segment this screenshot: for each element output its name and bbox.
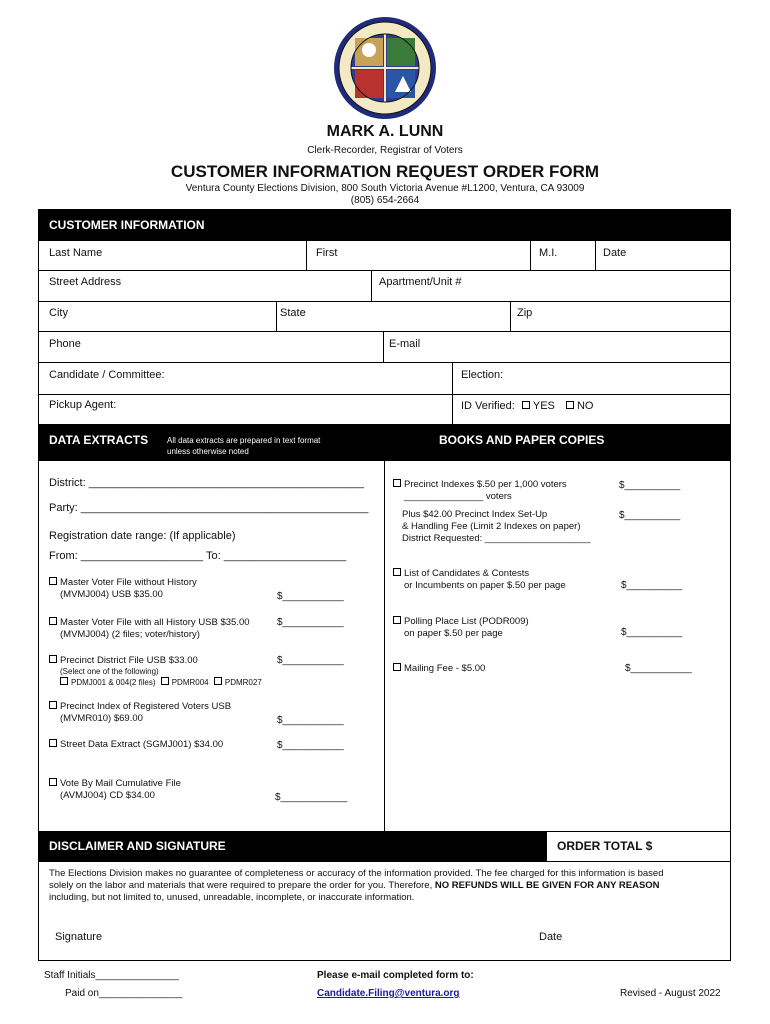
staff-initials-field[interactable]: Staff Initials_______________ xyxy=(44,970,179,981)
extracts-header-bar xyxy=(39,425,730,461)
checkbox-icon xyxy=(49,701,57,709)
precinct-setup-amount[interactable]: $__________ xyxy=(619,510,681,521)
polling-place-list-item[interactable]: Polling Place List (PODR009) xyxy=(393,616,529,627)
order-total-field[interactable]: ORDER TOTAL $ xyxy=(557,839,653,853)
polling-place-list-amount[interactable]: $__________ xyxy=(621,627,683,638)
checkbox-icon xyxy=(49,778,57,786)
precinct-district-amount[interactable]: $___________ xyxy=(277,655,344,666)
precinct-index-registered-code: (MVMR010) $69.00 xyxy=(60,713,143,724)
books-paper-title: BOOKS AND PAPER COPIES xyxy=(439,433,605,447)
master-voter-no-history-code: (MVMJ004) USB $35.00 xyxy=(60,589,163,600)
precinct-setup-fee: Plus $42.00 Precinct Index Set-Up xyxy=(402,509,548,520)
option-pdmj001[interactable]: PDMJ001 & 004(2 files) xyxy=(60,678,155,687)
checkbox-icon xyxy=(522,401,530,409)
disclaimer-header: DISCLAIMER AND SIGNATURE xyxy=(39,831,546,861)
date-field[interactable]: Date xyxy=(603,247,627,259)
precinct-district-file[interactable]: Precinct District File USB $33.00 xyxy=(49,655,198,666)
polling-place-list-price: on paper $.50 per page xyxy=(404,628,503,639)
district-field[interactable]: District: _____________________________________________ xyxy=(49,477,365,489)
candidates-contests-amount[interactable]: $__________ xyxy=(621,580,683,591)
master-voter-with-history-code: (MVMJ004) (2 files; voter/history) xyxy=(60,629,200,640)
zip-field[interactable]: Zip xyxy=(517,307,533,319)
checkbox-icon xyxy=(393,479,401,487)
master-voter-no-history-amount[interactable]: $___________ xyxy=(277,591,344,602)
id-verified-label: ID Verified: YES NO xyxy=(461,400,594,412)
candidates-contests-price: or Incumbents on paper $.50 per page xyxy=(404,580,566,591)
checkbox-icon xyxy=(566,401,574,409)
master-voter-no-history[interactable]: Master Voter File without History xyxy=(49,577,197,588)
from-to-field[interactable]: From: ____________________ To: ____________________ xyxy=(49,550,347,562)
registration-range-label: Registration date range: (If applicable) xyxy=(49,530,236,542)
checkbox-icon xyxy=(393,568,401,576)
precinct-indexes-voters-field[interactable]: _______________ voters xyxy=(404,491,512,502)
precinct-district-select-note: (Select one of the following) xyxy=(60,667,159,676)
checkbox-icon xyxy=(214,677,222,685)
party-field[interactable]: Party: _______________________________________________ xyxy=(49,502,369,514)
precinct-index-registered[interactable]: Precinct Index of Registered Voters USB xyxy=(49,701,231,712)
mailing-fee-item[interactable]: Mailing Fee - $5.00 xyxy=(393,663,485,674)
precinct-district-options xyxy=(60,677,262,687)
vote-by-mail-file[interactable]: Vote By Mail Cumulative File xyxy=(49,778,181,789)
precinct-indexes-amount[interactable]: $__________ xyxy=(619,480,681,491)
disclaimer-text: The Elections Division makes no guarantee of completeness or accuracy of the information provided. The fee charged for this information is based solely on the labor and materials that were required to prepare the order for you. Therefore, NO REFUNDS WILL BE GIVEN FOR ANY REASON including, but not limited to, unused, unreadable, incomplete, or inaccurate information. xyxy=(49,868,664,903)
office-address: Ventura County Elections Division, 800 South Victoria Avenue #L1200, Ventura, CA 93009 xyxy=(185,183,585,194)
vote-by-mail-amount[interactable]: $____________ xyxy=(275,792,348,803)
district-requested-field[interactable]: District Requested: ____________________ xyxy=(402,533,591,544)
revised-date: Revised - August 2022 xyxy=(620,988,721,999)
extracts-note-1: All data extracts are prepared in text format xyxy=(167,436,321,445)
checkbox-icon xyxy=(60,677,68,685)
checkbox-icon xyxy=(393,616,401,624)
id-verified-yes[interactable]: YES xyxy=(522,400,555,412)
clerk-name: MARK A. LUNN xyxy=(326,123,444,140)
email-link[interactable]: Candidate.Filing@ventura.org xyxy=(317,988,460,999)
precinct-indexes-item[interactable]: Precinct Indexes $.50 per 1,000 voters xyxy=(393,479,567,490)
paid-on-field[interactable]: Paid on_______________ xyxy=(65,988,183,999)
pickup-agent-field[interactable]: Pickup Agent: xyxy=(49,399,117,411)
phone-field[interactable]: Phone xyxy=(49,338,81,350)
signature-date-field[interactable]: Date xyxy=(539,931,563,943)
master-voter-with-history[interactable]: Master Voter File with all History USB $35.00 xyxy=(49,617,250,628)
city-field[interactable]: City xyxy=(49,307,68,319)
election-field[interactable]: Election: xyxy=(461,369,504,381)
vote-by-mail-file-code: (AVMJ004) CD $34.00 xyxy=(60,790,155,801)
last-name-field[interactable]: Last Name xyxy=(49,247,103,259)
street-data-extract[interactable]: Street Data Extract (SGMJ001) $34.00 xyxy=(49,739,223,750)
precinct-index-registered-amount[interactable]: $___________ xyxy=(277,715,344,726)
checkbox-icon xyxy=(49,739,57,747)
middle-initial-field[interactable]: M.I. xyxy=(539,247,558,259)
candidate-committee-field[interactable]: Candidate / Committee: xyxy=(49,369,165,381)
apartment-field[interactable]: Apartment/Unit # xyxy=(379,276,462,288)
email-field[interactable]: E-mail xyxy=(389,338,421,350)
signature-field[interactable]: Signature xyxy=(55,931,103,943)
county-seal-logo xyxy=(333,16,437,120)
option-pdmr004[interactable]: PDMR004 xyxy=(161,678,209,687)
data-extracts-title: DATA EXTRACTS xyxy=(49,433,149,447)
option-pdmr027[interactable]: PDMR027 xyxy=(214,678,262,687)
email-prompt: Please e-mail completed form to: xyxy=(317,970,474,981)
master-voter-with-history-amount[interactable]: $___________ xyxy=(277,617,344,628)
candidates-contests-item[interactable]: List of Candidates & Contests xyxy=(393,568,529,579)
street-data-extract-amount[interactable]: $___________ xyxy=(277,740,344,751)
checkbox-icon xyxy=(49,655,57,663)
checkbox-icon xyxy=(393,663,401,671)
id-verified-no[interactable]: NO xyxy=(566,400,594,412)
precinct-setup-fee-limit: & Handling Fee (Limit 2 Indexes on paper) xyxy=(402,521,581,532)
state-field[interactable]: State xyxy=(280,307,306,319)
checkbox-icon xyxy=(49,577,57,585)
street-address-field[interactable]: Street Address xyxy=(49,276,122,288)
first-name-field[interactable]: First xyxy=(316,247,338,259)
order-form xyxy=(38,209,731,961)
clerk-subtitle: Clerk-Recorder, Registrar of Voters xyxy=(307,145,463,156)
checkbox-icon xyxy=(49,617,57,625)
customer-info-header: CUSTOMER INFORMATION xyxy=(39,210,730,241)
office-phone: (805) 654-2664 xyxy=(350,195,420,206)
mailing-fee-amount[interactable]: $___________ xyxy=(625,663,692,674)
form-title: CUSTOMER INFORMATION REQUEST ORDER FORM xyxy=(170,162,600,181)
extracts-note-2: unless otherwise noted xyxy=(167,447,249,456)
checkbox-icon xyxy=(161,677,169,685)
